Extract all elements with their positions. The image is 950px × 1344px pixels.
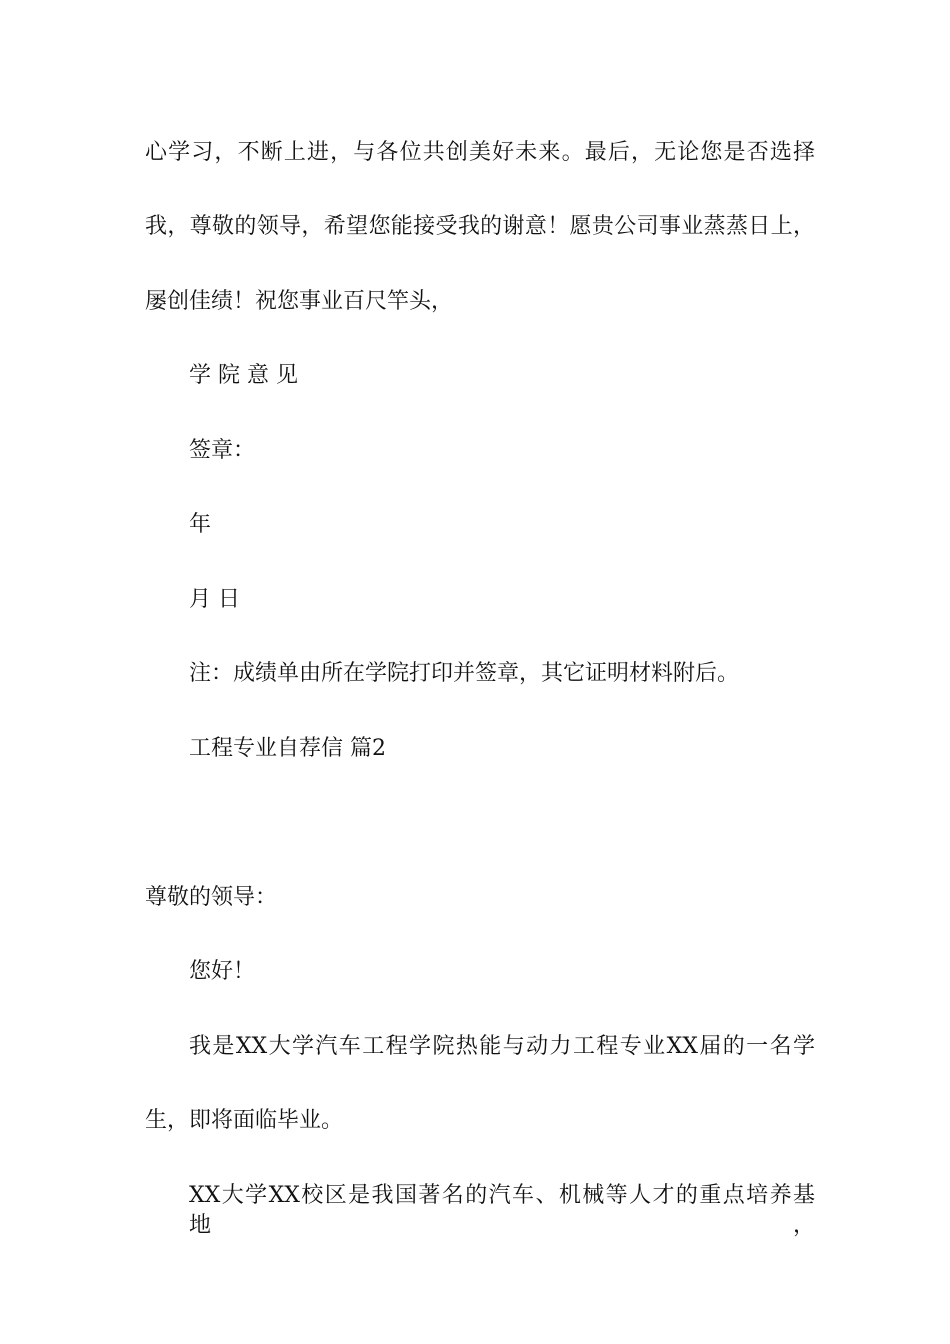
paragraph-line: 我是XX大学汽车工程学院热能与动力工程专业XX届的一名学 [189, 1034, 815, 1059]
month-day-label: 月 日 [189, 587, 240, 612]
signature-label: 签章： [189, 438, 256, 463]
college-opinion-label: 学 院 意 见 [189, 363, 298, 388]
paragraph-line: XX大学XX校区是我国著名的汽车、机械等人才的重点培养基地， [189, 1183, 815, 1238]
section-heading: 工程专业自荐信 篇2 [189, 736, 386, 761]
greeting: 您好！ [189, 959, 256, 984]
paragraph-line: 生，即将面临毕业。 [145, 1108, 344, 1133]
salutation: 尊敬的领导： [145, 885, 278, 910]
year-label: 年 [189, 512, 212, 537]
paragraph-line: 屡创佳绩！祝您事业百尺竿头， [145, 289, 454, 314]
paragraph-line: 心学习，不断上进，与各位共创美好未来。最后，无论您是否选择 [145, 140, 815, 165]
paragraph-line: 我，尊敬的领导，希望您能接受我的谢意！愿贵公司事业蒸蒸日上， [145, 214, 815, 239]
note-line: 注：成绩单由所在学院打印并签章，其它证明材料附后。 [189, 661, 740, 686]
